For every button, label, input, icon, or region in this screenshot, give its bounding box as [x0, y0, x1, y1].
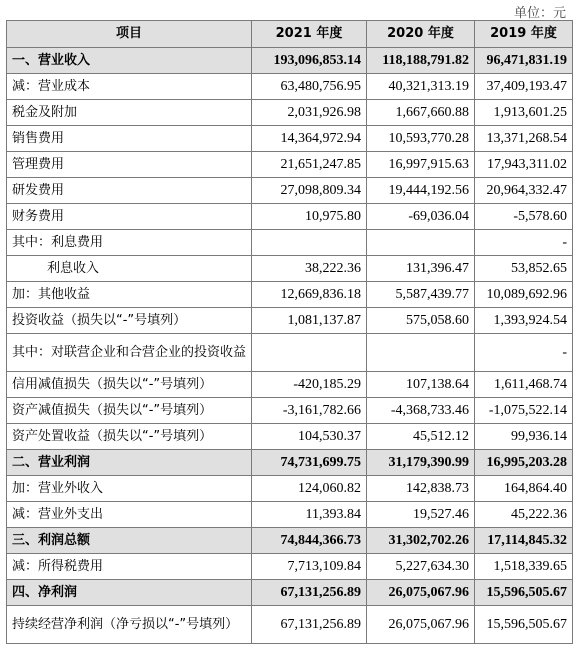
table-body	[7, 48, 573, 644]
value-2019: -	[475, 334, 573, 372]
table-row	[7, 308, 573, 334]
table-row	[7, 204, 573, 230]
table-row	[7, 48, 573, 74]
table-row	[7, 424, 573, 450]
value-2019: -5,578.60	[475, 204, 573, 230]
value-2019: 1,611,468.74	[475, 372, 573, 398]
table-row	[7, 152, 573, 178]
value-2021: 2,031,926.98	[252, 100, 367, 126]
value-2019: 1,393,924.54	[475, 308, 573, 334]
value-2021: 14,364,972.94	[252, 126, 367, 152]
value-2019: 15,596,505.67	[475, 606, 573, 644]
table-row	[7, 74, 573, 100]
value-2020: 575,058.60	[367, 308, 475, 334]
value-2019: 1,913,601.25	[475, 100, 573, 126]
row-label: 加：其他收益	[7, 282, 252, 308]
value-2021: 74,731,699.75	[252, 450, 367, 476]
value-2020: 10,593,770.28	[367, 126, 475, 152]
header-2019: 2019 年度	[475, 21, 573, 48]
table-row	[7, 334, 573, 372]
table-row	[7, 230, 573, 256]
row-label: 其中：利息费用	[7, 230, 252, 256]
value-2020: 5,587,439.77	[367, 282, 475, 308]
value-2021: 193,096,853.14	[252, 48, 367, 74]
value-2021	[252, 230, 367, 256]
value-2020: 26,075,067.96	[367, 606, 475, 644]
row-label: 资产减值损失（损失以“-”号填列）	[7, 398, 252, 424]
value-2020: 16,997,915.63	[367, 152, 475, 178]
row-label: 一、营业收入	[7, 48, 252, 74]
row-label: 四、净利润	[7, 580, 252, 606]
value-2019: 10,089,692.96	[475, 282, 573, 308]
value-2019: 45,222.36	[475, 502, 573, 528]
value-2020: 40,321,313.19	[367, 74, 475, 100]
value-2020: 31,302,702.26	[367, 528, 475, 554]
value-2020: 118,188,791.82	[367, 48, 475, 74]
row-label: 持续经营净利润（净亏损以“-”号填列）	[7, 606, 252, 644]
value-2020: 19,444,192.56	[367, 178, 475, 204]
value-2020: 142,838.73	[367, 476, 475, 502]
value-2021: 104,530.37	[252, 424, 367, 450]
row-label: 二、营业利润	[7, 450, 252, 476]
value-2020: 1,667,660.88	[367, 100, 475, 126]
row-label: 利息收入	[7, 256, 252, 282]
table-row	[7, 450, 573, 476]
value-2019: 164,864.40	[475, 476, 573, 502]
value-2021: -420,185.29	[252, 372, 367, 398]
header-item: 项目	[7, 21, 252, 48]
row-label: 加：营业外收入	[7, 476, 252, 502]
row-label: 投资收益（损失以“-”号填列）	[7, 308, 252, 334]
value-2019: 13,371,268.54	[475, 126, 573, 152]
value-2020: 26,075,067.96	[367, 580, 475, 606]
table-row	[7, 528, 573, 554]
value-2021: 67,131,256.89	[252, 580, 367, 606]
row-label: 信用减值损失（损失以“-”号填列）	[7, 372, 252, 398]
row-label: 减：营业外支出	[7, 502, 252, 528]
value-2020: 19,527.46	[367, 502, 475, 528]
table-row	[7, 580, 573, 606]
value-2021: 12,669,836.18	[252, 282, 367, 308]
value-2020	[367, 334, 475, 372]
value-2020: 45,512.12	[367, 424, 475, 450]
header-2020: 2020 年度	[367, 21, 475, 48]
table-row	[7, 606, 573, 644]
value-2021	[252, 334, 367, 372]
table-row	[7, 372, 573, 398]
value-2021: 10,975.80	[252, 204, 367, 230]
value-2021: 27,098,809.34	[252, 178, 367, 204]
income-statement-table	[6, 20, 573, 644]
table-header-row	[7, 21, 573, 48]
row-label: 研发费用	[7, 178, 252, 204]
value-2021: 74,844,366.73	[252, 528, 367, 554]
row-label: 销售费用	[7, 126, 252, 152]
value-2021: 1,081,137.87	[252, 308, 367, 334]
value-2019: -	[475, 230, 573, 256]
value-2020: 5,227,634.30	[367, 554, 475, 580]
table-row	[7, 178, 573, 204]
table-row	[7, 126, 573, 152]
row-label: 资产处置收益（损失以“-”号填列）	[7, 424, 252, 450]
value-2021: 38,222.36	[252, 256, 367, 282]
value-2021: 124,060.82	[252, 476, 367, 502]
value-2021: 7,713,109.84	[252, 554, 367, 580]
value-2021: 21,651,247.85	[252, 152, 367, 178]
value-2020	[367, 230, 475, 256]
value-2020: -4,368,733.46	[367, 398, 475, 424]
value-2021: 63,480,756.95	[252, 74, 367, 100]
value-2019: 53,852.65	[475, 256, 573, 282]
value-2021: -3,161,782.66	[252, 398, 367, 424]
table-row	[7, 398, 573, 424]
table-row	[7, 502, 573, 528]
row-label: 财务费用	[7, 204, 252, 230]
value-2021: 11,393.84	[252, 502, 367, 528]
header-2021: 2021 年度	[252, 21, 367, 48]
value-2021: 67,131,256.89	[252, 606, 367, 644]
table-row	[7, 554, 573, 580]
value-2020: -69,036.04	[367, 204, 475, 230]
value-2019: -1,075,522.14	[475, 398, 573, 424]
unit-label: 单位：元	[513, 6, 566, 21]
value-2019: 37,409,193.47	[475, 74, 573, 100]
value-2020: 131,396.47	[367, 256, 475, 282]
table-row	[7, 282, 573, 308]
value-2019: 16,995,203.28	[475, 450, 573, 476]
value-2020: 107,138.64	[367, 372, 475, 398]
value-2020: 31,179,390.99	[367, 450, 475, 476]
row-label: 减：营业成本	[7, 74, 252, 100]
value-2019: 15,596,505.67	[475, 580, 573, 606]
value-2019: 20,964,332.47	[475, 178, 573, 204]
value-2019: 17,943,311.02	[475, 152, 573, 178]
row-label: 三、利润总额	[7, 528, 252, 554]
table-row	[7, 100, 573, 126]
value-2019: 96,471,831.19	[475, 48, 573, 74]
value-2019: 17,114,845.32	[475, 528, 573, 554]
value-2019: 1,518,339.65	[475, 554, 573, 580]
table-row	[7, 256, 573, 282]
row-label: 减：所得税费用	[7, 554, 252, 580]
value-2019: 99,936.14	[475, 424, 573, 450]
row-label: 税金及附加	[7, 100, 252, 126]
row-label: 管理费用	[7, 152, 252, 178]
row-label: 其中：对联营企业和合营企业的投资收益	[7, 334, 252, 372]
table-row	[7, 476, 573, 502]
